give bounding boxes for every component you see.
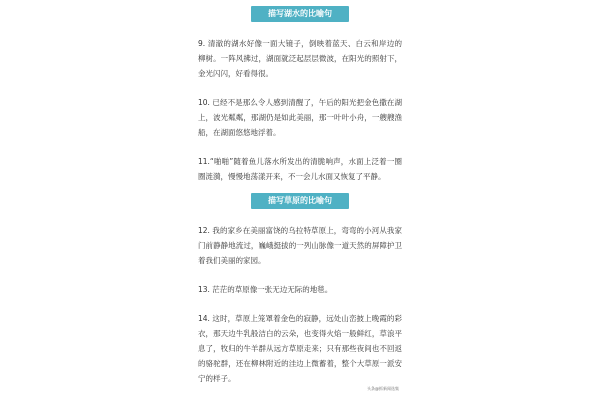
section-title-grassland: 描写草原的比喻句 xyxy=(251,193,349,209)
watermark: 头条@抓新闻选集 xyxy=(367,386,399,391)
paragraph-13: 13. 茫茫的草原像一张无边无际的地毯。 xyxy=(198,285,333,294)
paragraph-9: 9. 清澈的湖水好像一面大镜子，倒映着蓝天、白云和岸边的柳树。一阵风拂过，湖面就泛起层层微波，在阳光的照射下，金光闪闪，好看得很。 xyxy=(198,39,402,78)
paragraph-14: 14. 这时，草原上笼罩着金色的寂静，远处山峦披上晚霞的彩衣，那天边牛乳般洁白的云朵，也变得火焰一般鲜红，草浪平息了，牧归的牛羊群从远方草原走来；只有那些夜间也不回返的骆驼群，还在柳林附近的洼边上微蓄着，整个大草原一派安宁的样子。 xyxy=(198,314,402,383)
paragraph-11: 11.“啪啪”随着鱼儿落水所发出的清脆响声，水面上泛着一圈圈涟漪，慢慢地荡漾开来，不一会儿水面又恢复了平静。 xyxy=(198,157,402,181)
article xyxy=(198,0,402,400)
paragraph-12: 12. 我的家乡在美丽富饶的乌拉特草原上，弯弯的小河从我家门前静静地流过，巍峨挺拔的一列山脉像一道天然的屏障护卫着我们美丽的家园。 xyxy=(198,226,402,265)
section-title-lake: 描写湖水的比喻句 xyxy=(251,6,349,22)
paragraph-10: 10. 已经不是那么令人感到清醒了，午后的阳光把金色撒在湖上，波光粼粼，那湖仍是如此美丽，那一叶叶小舟，一艘艘渔船，在湖面悠悠地浮着。 xyxy=(198,98,402,137)
